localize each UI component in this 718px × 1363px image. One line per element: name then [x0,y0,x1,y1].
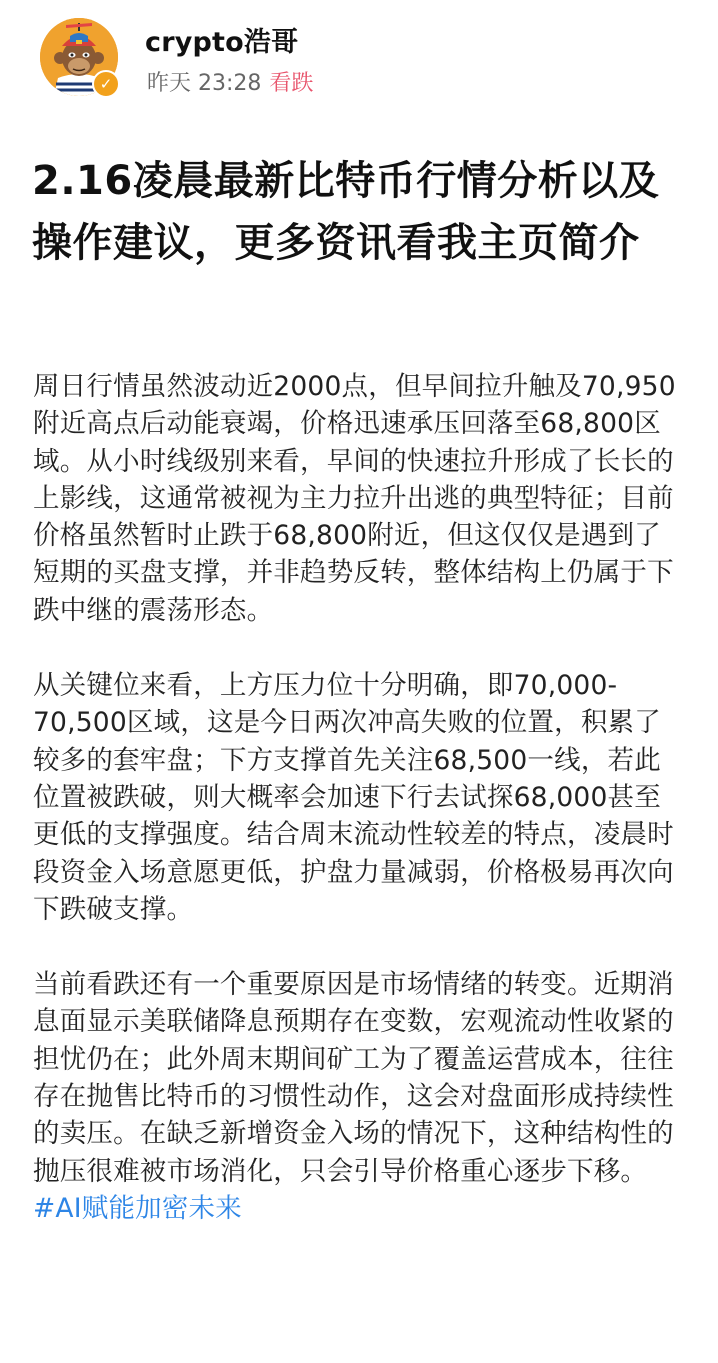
post-paragraph: 从关键位来看，上方压力位十分明确，即70,000-70,500区域，这是今日两次冲高失败的位置，积累了较多的套牢盘；下方支撑首先关注68,500一线，若此位置被跌破，则大概率会加速下行去试探68,000甚至更低的支撑强度。结合周末流动性较差的特点，凌晨时段资金入场意愿更低，护盘力量减弱，价格极易再次向下跌破支撑。 [33,670,674,925]
author-avatar[interactable] [40,18,118,96]
author-name[interactable]: crypto浩哥 [145,27,299,58]
post-header [40,18,680,102]
post-meta [147,66,313,97]
post-paragraph: 周日行情虽然波动近2000点，但早间拉升触及70,950附近高点后动能衰竭，价格迅速承压回落至68,800区域。从小时线级别来看，早间的快速拉升形成了长长的上影线，这通常被视为主力拉升出逃的典型特征；目前价格虽然暂时止跌于68,800附近，但这仅仅是遇到了短期的买盘支撑，并非趋势反转，整体结构上仍属于下跌中继的震荡形态。 [33,371,676,626]
post-body [33,368,685,1265]
post-paragraph-text: 当前看跌还有一个重要原因是市场情绪的转变。近期消息面显示美联储降息预期存在变数，宏观流动性收紧的担忧仍在；此外周末期间矿工为了覆盖运营成本，往往存在抛售比特币的习惯性动作，这会对盘面形成持续性的卖压。在缺乏新增资金入场的情况下，这种结构性的抛压很难被市场消化，只会引导价格重心逐步下移。 [33,969,674,1187]
post-time: 昨天 23:28 [147,71,262,96]
post-paragraph [33,966,685,1227]
verified-badge-icon: ✓ [92,70,120,98]
hashtag-link[interactable]: #AI赋能加密未来 [33,1192,242,1224]
post-title: 2.16凌晨最新比特币行情分析以及操作建议，更多资讯看我主页简介 [32,158,660,266]
sentiment-tag[interactable]: 看跌 [269,71,314,96]
